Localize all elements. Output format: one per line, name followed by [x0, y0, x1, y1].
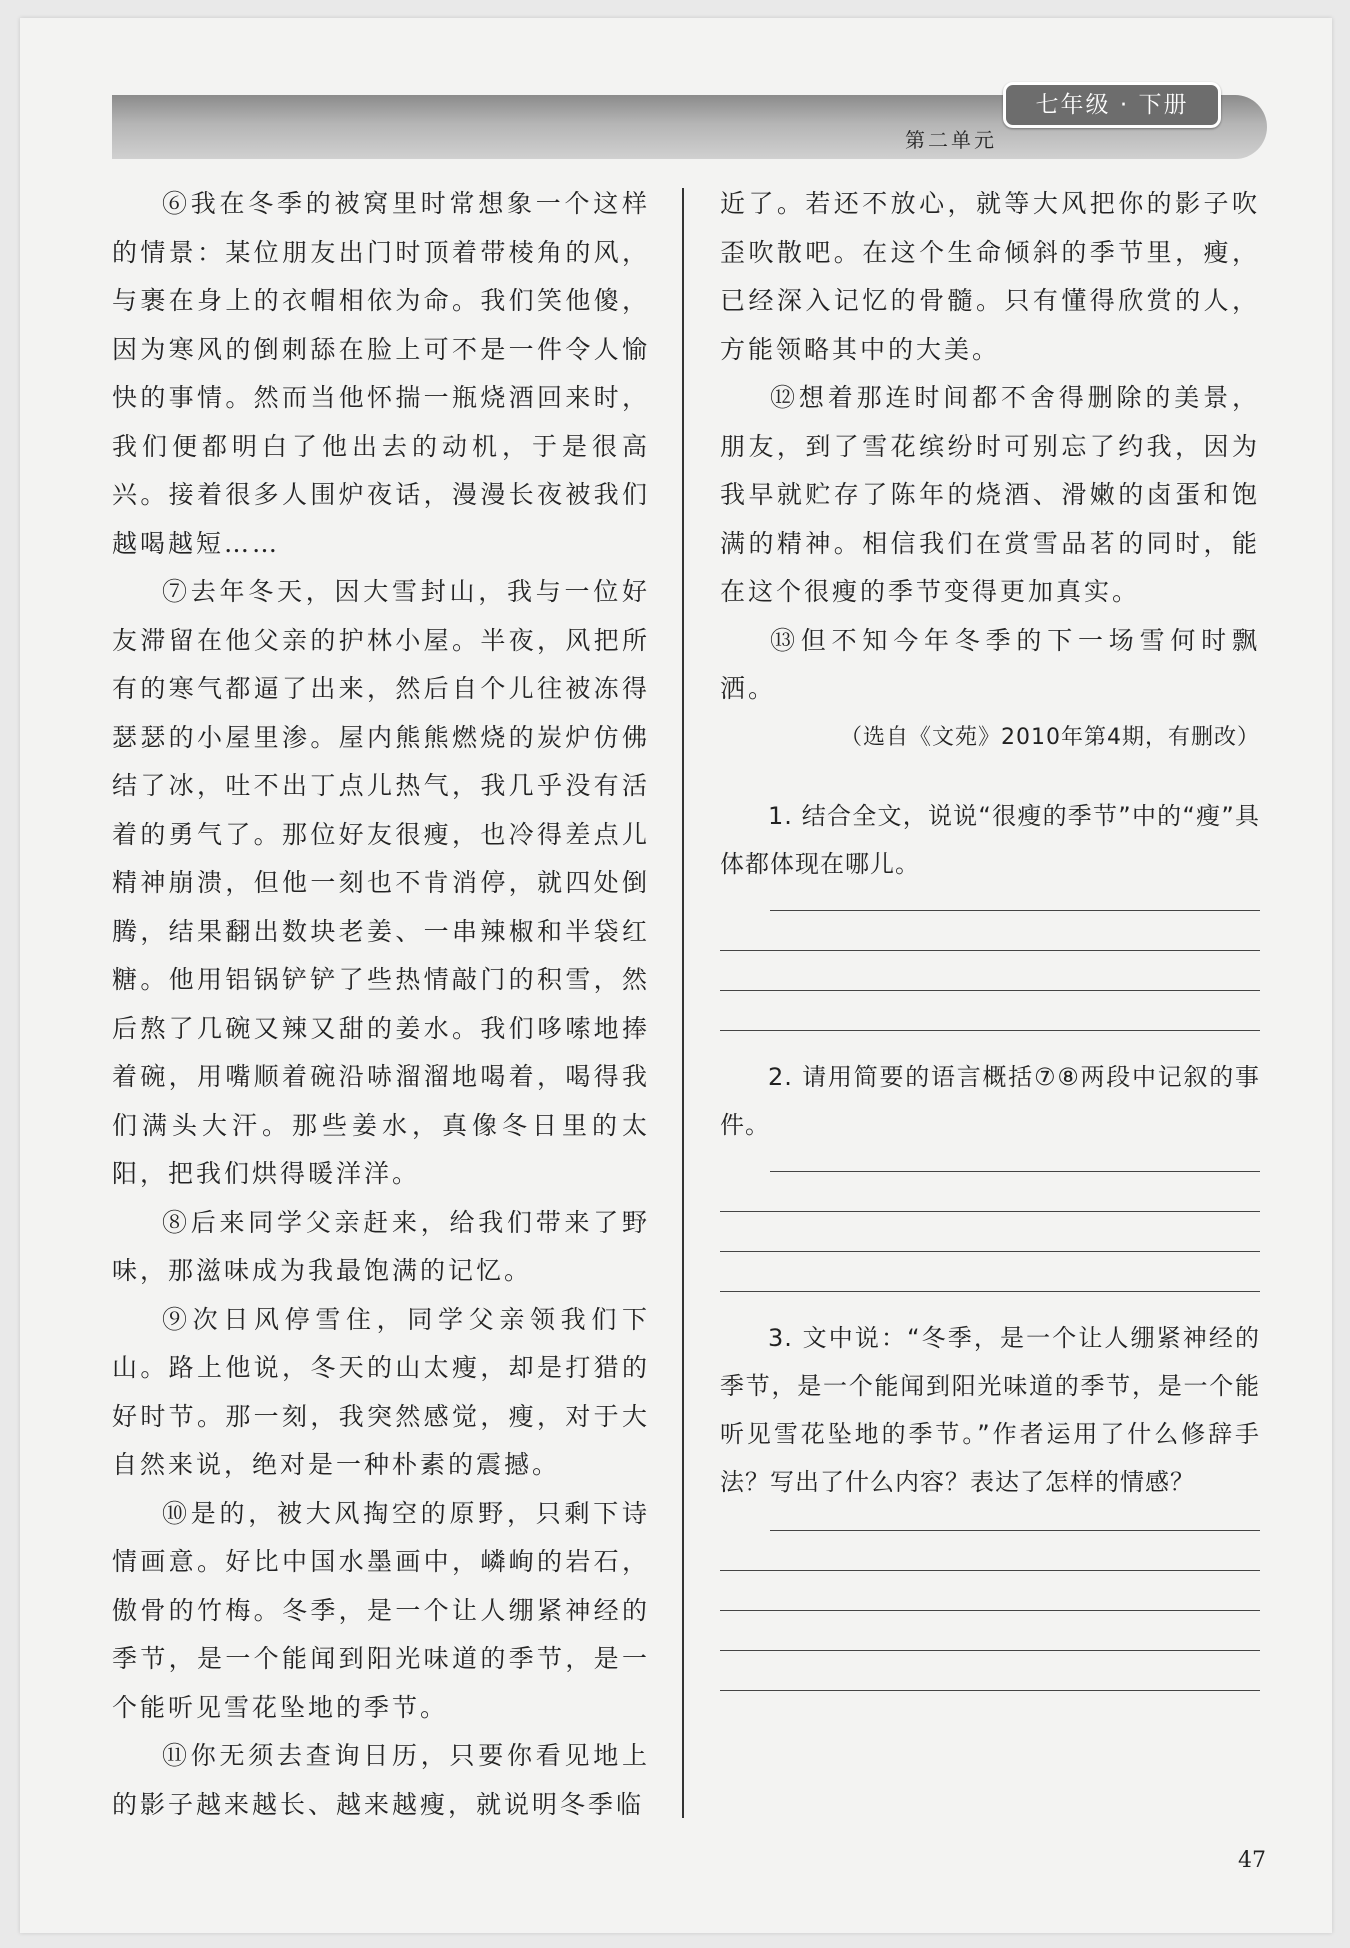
paragraph-6: ⑥我在冬季的被窝里时常想象一个这样的情景：某位朋友出门时顶着带棱角的风，与裹在身上的衣帽相依为命。我们笑他傻，因为寒风的倒刺舔在脸上可不是一件令人愉快的事情。然而当他怀揣一瓶烧酒回来时，我们便都明白了他出去的动机，于是很高兴。接着很多人围炉夜话，漫漫长夜被我们越喝越短……: [112, 189, 650, 558]
grade-tab: 七年级 · 下册: [1003, 82, 1221, 128]
source-citation: （选自《文苑》2010年第4期，有删改）: [840, 724, 1260, 750]
right-column: [720, 180, 1260, 1691]
paragraph-13: ⑬但不知今年冬季的下一场雪何时飘洒。: [720, 625, 1260, 703]
paragraph-12: ⑫想着那连时间都不舍得删除的美景，朋友，到了雪花缤纷时可别忘了约我，因为我早就贮存了陈年的烧酒、滑嫩的卤蛋和饱满的精神。相信我们在赏雪品茗的同时，能在这个很瘦的季节变得更加真实。: [720, 383, 1260, 606]
paragraph-8: ⑧后来同学父亲赶来，给我们带来了野味，那滋味成为我最饱满的记忆。: [112, 1207, 650, 1285]
question-1: [720, 792, 1260, 1031]
column-divider: [682, 188, 684, 1818]
question-2-text: 2. 请用简要的语言概括⑦⑧两段中记叙的事件。: [720, 1063, 1260, 1139]
paragraph-11: ⑪你无须去查询日历，只要你看见地上的影子越来越长、越来越瘦，就说明冬季临: [112, 1741, 650, 1819]
paragraph-11-continued: 近了。若还不放心，就等大风把你的影子吹歪吹散吧。在这个生命倾斜的季节里，瘦，已经深入记忆的骨髓。只有懂得欣赏的人，方能领略其中的大美。: [720, 189, 1260, 364]
page-number: 47: [1238, 1848, 1266, 1873]
question-2: [720, 1053, 1260, 1292]
question-3: [720, 1314, 1260, 1691]
question-3-text: 3. 文中说：“冬季，是一个让人绷紧神经的季节，是一个能闻到阳光味道的季节，是一个能听见雪花坠地的季节。”作者运用了什么修辞手法？写出了什么内容？表达了怎样的情感？: [720, 1324, 1260, 1496]
unit-label: 第二单元: [905, 128, 997, 152]
paragraph-9: ⑨次日风停雪住，同学父亲领我们下山。路上他说，冬天的山太瘦，却是打猎的好时节。那一刻，我突然感觉，瘦，对于大自然来说，绝对是一种朴素的震撼。: [112, 1304, 650, 1479]
paragraph-7: ⑦去年冬天，因大雪封山，我与一位好友滞留在他父亲的护林小屋。半夜，风把所有的寒气都逼了出来，然后自个儿往被冻得瑟瑟的小屋里渗。屋内熊熊燃烧的炭炉仿佛结了冰，吐不出丁点儿热气，我几乎没有活着的勇气了。那位好友很瘦，也冷得差点儿精神崩溃，但他一刻也不肯消停，就四处倒腾，结果翻出数块老姜、一串辣椒和半袋红糖。他用铝锅铲铲了些热情敲门的积雪，然后熬了几碗又辣又甜的姜水。我们哆嗦地捧着碗，用嘴顺着碗沿哧溜溜地喝着，喝得我们满头大汗。那些姜水，真像冬日里的太阳，把我们烘得暖洋洋。: [112, 577, 650, 1188]
left-column: [112, 180, 650, 1829]
answer-line[interactable]: [720, 1690, 1260, 1691]
paragraph-10: ⑩是的，被大风掏空的原野，只剩下诗情画意。好比中国水墨画中，嶙峋的岩石，傲骨的竹梅。冬季，是一个让人绷紧神经的季节，是一个能闻到阳光味道的季节，是一个能听见雪花坠地的季节。: [112, 1498, 650, 1722]
question-1-text: 1. 结合全文，说说“很瘦的季节”中的“瘦”具体都体现在哪儿。: [720, 802, 1260, 878]
